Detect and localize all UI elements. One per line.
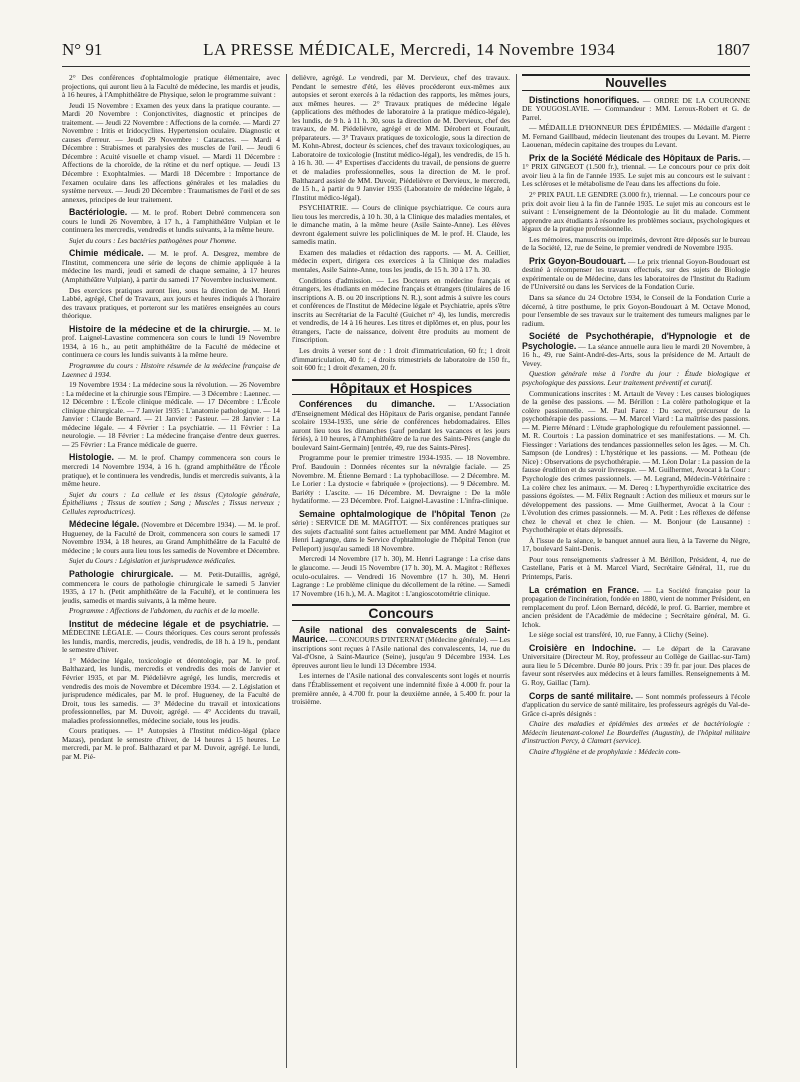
article-text: delièvre, agrégé. Le vendredi, par M. Dervieux, chef des travaux. Pendant le semestre d'été, les élèves procéderont eux-mêmes aux autopsies et seront exercés à la rédaction des rapports, les mêmes jours, aux mêmes heures. — 2° Travaux pratiques de médecine légale (applications des méthodes de laboratoire à la pratique médico-légale), les lundis, de 9 h. à 11 h. 30, sous la direction de M. Dervieux, chef des travaux, de M. Piédelièvre, agrégé et de MM. Dérobert et Fourault, préparateurs. — 3° Travaux pratiques de toxicologie, sous la direction de M. Kohn-Abrest, docteur ès sciences, chef des travaux toxicologiques, au Laboratoire de toxicologie (Institut médico-légal), les vendredis, de 15 h. à 16 h. 30. — 4° Expertises d'accidents du travail, de pensions de guerre et de maladies professionnelles, sous la direction de M. le prof. Balthazard assisté de MM. Duvoir, Piédelièvre et Dervieux, le mercredi, de 15 h., à partir du 9 Janvier 1935 (Laboratoire de médecine légale, à l'Institut médico-légal). xyxy=(292,74,510,202)
heading: Croisière en Indochine. xyxy=(529,642,636,653)
section-title-concours: Concours xyxy=(292,604,510,621)
heading: Distinctions honorifiques. xyxy=(529,94,640,105)
article-prix-goyon: Prix Goyon-Boudouart. — Le prix triennal Goyon-Boudouart est destiné à récompenser les travaux effectués, sur des sujets de Biologie expérimentale ou de Médecine, dans les laboratoires de l'Institut du Radium de l'Université ou dans les Services de la Fondation Curie. xyxy=(522,255,750,292)
article-chimie: Chimie médicale. — M. le prof. A. Desgrez, membre de l'Institut, commencera une série de leçons de chimie appliquée à la médecine les mardi, jeudi et samedi de chaque semaine, à 17 heures (Amphithéâtre Vulpian), à partir du samedi 17 Novembre inclusivement. xyxy=(62,248,280,285)
ophtalmo-list: Jeudi 15 Novembre : Examen des yeux dans la pratique courante. — Mardi 20 Novembre : Conjonctivites, diagnostic et principes de traitement. — Jeudi 22 Novembre : Affections de la cornée. — Mardi 27 Novembre : Iritis et Iridocyclites. Hypertension oculaire. Diagnostic et causes d'erreur. — Jeudi 29 Novembre : Cataractes. — Mardi 4 Décembre : Strabismes et paralysies des muscles de l'œil. — Jeudi 6 Décembre : Acuité visuelle et champ visuel. — Mardi 11 Décembre : Affections de la choroïde, de la rétine et du nerf optique. — Jeudi 13 Décembre : Exophtalmies. — Mardi 18 Décembre : Importance de l'examen oculaire dans les affections générales et les maladies du système nerveux. — Jeudi 20 Décembre : Traumatismes de l'œil et de ses annexes, principes de leur traitement. xyxy=(62,100,280,204)
ophtalmo-intro: 2° Des conférences d'ophtalmologie pratique élémentaire, avec projections, qui auront lieu à la Faculté de médecine, les mardis et jeudis, à 16 heures, à l'Amphithéâtre de Physique, selon le programme suivant : xyxy=(62,74,280,100)
article-text: Examen des maladies et rédaction des rapports. — M. A. Ceillier, médecin expert, dirigera ces exercices à la Clinique des maladies mentales, Asile Sainte-Anne, tous les jeudis, de 15 h. 30 à 17 h. 30. xyxy=(292,247,510,275)
heading: Semaine ophtalmologique de l'hôpital Tenon xyxy=(299,508,496,519)
article-text: À l'issue de la séance, le banquet annuel aura lieu, à la Taverne du Nègre, 17, boulevard Saint-Denis. xyxy=(522,535,750,554)
article-text: Le siège social est transféré, 10, rue Fanny, à Clichy (Seine). xyxy=(529,630,709,640)
article-corps-sante: Corps de santé militaire. — Sont nommés professeurs à l'école d'application du service de santé militaire, les professeurs agrégés du Val-de-Grâce ci-après désignés : xyxy=(522,690,750,718)
heading: Prix de la Société Médicale des Hôpitaux de Paris. xyxy=(529,152,741,163)
article-distinctions: Distinctions honorifiques. — ORDRE DE LA COURONNE DE YOUGOSLAVIE. — Commandeur : MM. Leroux-Robert et G. de Parrel. xyxy=(522,94,750,122)
heading: Prix Goyon-Boudouart. xyxy=(529,255,626,266)
article-text: Chaire d'hygiène et de prophylaxie : Médecin com- xyxy=(529,746,681,756)
article-histoire: Histoire de la médecine et de la chirurgie. — M. le prof. Laignel-Lavastine commencera son cours le lundi 19 Novembre 1934, à 16 h., au petit amphithéâtre de la Faculté de médecine et continuera ce cours les lundis suivants à la même heure. xyxy=(62,323,280,360)
heading: Société de Psychothérapie, d'Hypnologie et de Psychologie. xyxy=(522,331,750,351)
column-1 xyxy=(62,74,280,1068)
article-text: Programme du cours : Histoire résumée de la médecine française de Laennec à 1934. xyxy=(62,360,280,379)
column-2 xyxy=(292,74,510,1068)
article-text: Sujet du cours : La cellule et les tissus (Cytologie générale, Épithéliums ; Tissus de soutien ; Sang ; Muscles ; Tissus nerveux ; Cellules reproductrices). xyxy=(62,489,280,516)
article-text: Communications inscrites : M. Artault de Vevey : Les causes biologiques de la genèse des passions. — M. Bérillon : La colère pathologique et la colère passionnelle. — M. Paul Farez : Du secret, précurseur de la psychothérapie des passions. — M. Marcel Viard : La maîtrise des passions. — M. Pierre Ménard : L'étude graphologique du refoulement passionnel. — M. R. Courtois : La passion dominatrice et ses manifestations. — M. Ch. Fiessinger : Variations des tendances passionnelles selon les âges. — M. Ch. Sampson (de Londres) : L'hystérique et les passions. — M. Potheau (de Nice) : Observations de psychothérapie. — M. Léon Dolar : La passion de la fausse érudition et du savoir livresque. — M. Guilhermet, Avocat à la Cour : Psychologie des crimes passionnels. — M. Legrand, Médecin-Vétérinaire : La colère chez les animaux. — M. Dereq : L'hyperthyroïdie excitatrice des passions égoïstes. — M. Félix Regnault : Action des milieux et mœurs sur le développement des passions. — Mme Guilhermet, Avocat à la Cour : L'évolution des crimes passionnels. — M. A. Petit : Les réflexes de défense chez le cheval et chez le chien. — M. Bonjour (de Lausanne) : Psychothérapie et états dépressifs. xyxy=(522,388,750,535)
article-text: Programme pour le premier trimestre 1934-1935. — 18 Novembre. Prof. Baudouin : Données récentes sur la névralgie faciale. — 25 Novembre. M. Étienne Bernard : La typhobacillose. — 2 Décembre. M. Le Lorier : La dystocie « fabriquée » (projections). — 9 Décembre. M. Bariéty : L'ascite. — 16 Décembre. M. Devraigne : De la môle hydatiforme. — 23 Décembre. Prof. Laignel-Lavastine : L'infra-clinique. xyxy=(292,453,510,506)
heading: Histologie. xyxy=(69,452,114,463)
article-asile: Asile national des convalescents de Saint-Maurice. — CONCOURS D'INTERNAT (Médecine générale). — Les inscriptions sont reçues à l'Asile national des convalescents, 14, rue du Val-d'Osne, à Saint-Maurice (Seine), jusqu'au 9 Décembre 1934. Les épreuves auront lieu le lundi 13 Décembre 1934. xyxy=(292,624,510,670)
article-text: Des exercices pratiques auront lieu, sous la direction de M. Henri Labbé, agrégé, Chef de Travaux, aux jours et heures indiqués à l'horaire des travaux pratiques, et porteront sur les matières enseignées au cours théorique. xyxy=(62,285,280,321)
article-histologie: Histologie. — M. le prof. Champy commencera son cours le mercredi 14 Novembre 1934, à 16 h. (grand amphithéâtre de l'École pratique), et le continuera les vendredis, lundis et mercredis suivants, à la même heure. xyxy=(62,452,280,489)
article-conferences: Conférences du dimanche. — L'Association d'Enseignement Médical des Hôpitaux de Paris organise, pendant l'année scolaire 1934-1935, une série de conférences hebdomadaires. Elles auront lieu tous les dimanches (sauf pendant les vacances et les jours fériés), à 10 heures, à l'Amphithéâtre de la rue des Saints-Pères (angle du boulevard Saint-Germain) [entrée, 49, rue des Saints-Pères]. xyxy=(292,399,510,452)
article-institut: Institut de médecine légale et de psychiatrie. — MÉDECINE LÉGALE. — Cours théoriques. Ces cours seront professés les lundis, mardis, mercredis, jeudis, vendredis, de 18 h. à 19 h., pendant le semestre d'hiver. xyxy=(62,618,280,655)
article-psychotherapie: Société de Psychothérapie, d'Hypnologie et de Psychologie. — La séance annuelle aura lieu le mardi 20 Novembre, à 16 h., 49, rue Saint-André-des-Arts, sous la présidence de M. Artault de Vevey. xyxy=(522,331,750,368)
article-text: Question générale mise à l'ordre du jour : Étude biologique et psychologique des passions. Leur traitement préventif et curatif. xyxy=(522,369,750,387)
heading: Pathologie chirurgicale. xyxy=(69,568,174,579)
column-divider xyxy=(286,74,287,1068)
article-text: Sujet du cours : Les bactéries pathogènes pour l'homme. xyxy=(69,235,237,245)
column-divider xyxy=(516,74,517,1068)
header-rule xyxy=(62,66,750,67)
article-text: Les mémoires, manuscrits ou imprimés, devront être déposés sur le bureau de la Société, 12, rue de Seine, le premier vendredi de Novembre 1935. xyxy=(522,234,750,253)
page-number: 1807 xyxy=(716,40,750,59)
section-title-nouvelles: Nouvelles xyxy=(522,74,750,91)
heading: Chimie médicale. xyxy=(69,248,144,259)
heading: Bactériologie. xyxy=(69,207,128,218)
article-text: Pour tous renseignements s'adresser à M. Bérillon, Président, 4, rue de Castellane, Paris et à M. Marcel Viard, Secrétaire Général, 11, rue du Printemps, Paris. xyxy=(522,554,750,581)
article-text: Mercredi 14 Novembre (17 h. 30), M. Henri Lagrange : La crise dans le glaucome. — Jeudi 15 Novembre (17 h. 30), M. A. Magitot : Réflexes oculo-oculaires. — Vendredi 16 Novembre (17 h. 30), M. Henri Lagrange : Le problème clinique du décollement de la rétine. — Samedi 17 Novembre (16 h.), M. A. Magitot : L'angioscotométrie clinique. xyxy=(292,554,510,598)
heading: Conférences du dimanche. xyxy=(299,399,435,410)
article-text: Chaire des maladies et épidémies des armées et de bactériologie : Médecin lieutenant-colonel Le Bourdelles (Augustin), de l'hôpital militaire d'instruction Percy, à Clamart (service). xyxy=(522,719,750,746)
article-text: — MÉDAILLE D'HONNEUR DES ÉPIDÉMIES. — Médaille d'argent : M. Fernand Gaillbaud, médecin lieutenant des troupes du Levant. M. Pierre Laouenan, médecin capitaine des troupes du Levant. xyxy=(522,123,750,150)
article-prix-societe: Prix de la Société Médicale des Hôpitaux de Paris. — 1° PRIX GINGEOT (1.500 fr.), triennal. — Le concours pour ce prix doit avoir lieu à la fin de l'année 1935. Le sujet mis au concours est le suivant : Les scléroses et le métabolisme de l'eau dans les affections du foie. xyxy=(522,152,750,189)
article-text: Cours pratiques. — 1° Autopsies à l'Institut médico-légal (place Mazas), pendant le semestre d'hiver, de 14 heures à 15 heures. Le mercredi, par M. le prof. Balthazard et par M. Duvoir, agrégé. Le lundi, par M. Pié- xyxy=(62,726,280,761)
issue-number: N° 91 xyxy=(62,40,103,59)
page-header xyxy=(62,40,750,66)
article-text: PSYCHIATRIE. — Cours de clinique psychiatrique. Ce cours aura lieu tous les mercredis, à 10 h. 30, à la Clinique des maladies mentales, et le dimanche matin, à la même heure (Asile Sainte-Anne). Les élèves devront également suivre les policliniques de M. le prof. H. Claude, les samedis matin. xyxy=(292,203,510,247)
article-medecine-legale: Médecine légale. (Novembre et Décembre 1934). — M. le prof. Hugueney, de la Faculté de Droit, commencera son cours le samedi 17 Novembre 1934, à 18 heures, au Grand Amphithéâtre de la Faculté de médecine ; le cours aura lieu tous les samedis de Novembre et Décembre. xyxy=(62,519,280,555)
section-title-hopitaux: Hôpitaux et Hospices xyxy=(292,379,510,396)
article-pathologie: Pathologie chirurgicale. — M. Petit-Dutaillis, agrégé, commencera le cours de pathologie chirurgicale le samedi 5 Janvier 1935, à 17 h. (Petit amphithéâtre de la Faculté), et le continuera les jeudis, samedis et mardis suivants, à la même heure. xyxy=(62,568,280,605)
heading: Institut de médecine légale et de psychiatrie. xyxy=(69,618,269,629)
article-text: 19 Novembre 1934 : La médecine sous la révolution. — 26 Novembre : La médecine et la chirurgie sous l'Empire. — 3 Décembre : Laennec. — 12 Décembre : L'École clinique médicale. — 17 Décembre : L'École clinique chirurgicale. — 7 Janvier 1935 : L'anatomie pathologique. — 14 Janvier : Claude Bernard. — 21 Janvier : Pasteur. — 28 Janvier : La médecine légale. — 4 Février : La psychiatrie. — 11 Février : La neurologie. — 18 Février : La médecine française d'entre deux guerres. — 25 Février : La France médicale de guerre. xyxy=(62,380,280,449)
heading: Asile national des convalescents de Saint-Maurice. xyxy=(292,624,510,645)
article-text: 2° PRIX PAUL LE GENDRE (3.000 fr.), triennal. — Le concours pour ce prix doit avoir lieu à la fin de l'année 1935. Le sujet mis au concours est le suivant : L'enseignement de la Déontologie au lit du malade. Comment apprendre aux étudiants à résoudre les problèmes sociaux, psychologiques et légaux de la pratique professionnelle. xyxy=(522,190,750,234)
heading: Médecine légale. xyxy=(69,519,140,530)
article-bacteriologie: Bactériologie. — M. le prof. Robert Debré commencera son cours le lundi 26 Novembre, à 17 h., à l'amphithéâtre Vulpian et le continuera les mercredis, vendredis et lundis suivants, à la même heure. xyxy=(62,207,280,235)
newspaper-title: LA PRESSE MÉDICALE, Mercredi, 14 Novembre 1934 xyxy=(203,40,616,59)
article-croisiere: Croisière en Indochine. — Le départ de la Caravane Universitaire (Directeur M. Roy, professeur au Collège de Gaillac-sur-Tarn) aura lieu le 5 Décembre. Durée 80 jours. Prix : 39 fr. par jour. Des places de faveur sont réservées aux médecins et à leurs familles. Renseignements à M. G. Roy, Gaillac (Tarn). xyxy=(522,642,750,687)
article-text: Programme : Affections de l'abdomen, du rachis et de la moelle. xyxy=(69,606,260,616)
heading: Histoire de la médecine et de la chirurgie. xyxy=(69,323,251,334)
article-text: Dans sa séance du 24 Octobre 1934, le Conseil de la Fondation Curie a décerné, à titre posthume, le prix Goyon-Boudouart à M. Octave Monod, pour l'ensemble de ses travaux sur le traitement des tumeurs malignes par le radium. xyxy=(522,293,750,328)
column-3 xyxy=(522,74,750,1068)
article-text: Les droits à verser sont de : 1 droit d'immatriculation, 60 fr.; 1 droit d'immatriculation, 40 fr. ; 4 droits trimestriels de laboratoire de 150 fr., soit 600 fr.; 1 droit d'examen, 20 fr. xyxy=(292,345,510,373)
heading: La crémation en France. xyxy=(529,584,639,595)
article-text: Les internes de l'Asile national des convalescents sont logés et nourris dans l'Établissement et reçoivent une indemnité fixée à 4.000 fr. pour la première année, à 4.700 fr. pour la deuxième année, à 5.400 fr. pour la troisième. xyxy=(292,671,510,707)
article-text: 1° Médecine légale, toxicologie et déontologie, par M. le prof. Balthazard, les lundis, mercredis et vendredis des mois de Janvier et Février 1935, et par M. Piédelièvre agrégé, les lundis, mercredis et vendredis des mois de Novembre et Décembre 1934. — 2. Législation et jurisprudence médicales, par M. le prof. Hugueney, de la Faculté de Droit, tous les samedis. — 3° Médecine du travail et intoxications professionnelles, par M. Duvoir, agrégé. — 4° Accidents du travail, maladies professionnelles, médecine sociale, tous les jeudis. xyxy=(62,655,280,725)
article-text: Conditions d'admission. — Les Docteurs en médecine français et étrangers, les étudiants en médecine français et étrangers (titulaires de 16 inscriptions A. B. ou 20 inscriptions N. R.), sont admis à suivre les cours et conférences de l'Institut de Médecine légale et Psychiatrie, après s'être inscrits au Secrétariat de la Faculté (Guichet n° 4), les lundis, mercredis et vendredis, de 14 à 16 heures. Les titres et diplômes et, en plus, pour les étrangers, l'acte de naissance, doivent être produits au moment de l'inscription. xyxy=(292,275,510,345)
heading: Corps de santé militaire. xyxy=(529,690,634,701)
article-semaine: Semaine ophtalmologique de l'hôpital Tenon (2e série) : SERVICE DE M. MAGITOT. — Six conférences pratiques sur des sujets d'actualité sont faites actuellement par MM. André Magitot et Henri Lagrange, dans le Service d'ophtalmologie de l'hôpital Tenon (rue Pelleport) jusqu'au samedi 18 Novembre. xyxy=(292,508,510,553)
article-cremation: La crémation en France. — La Société française pour la propagation de l'incinération, fondée en 1880, vient de nommer Président, en remplacement du prof. Léon Bernard, décédé, le prof. G. Barrier, membre et ancien président de l'Académie de médecine ; Secrétaire général, M. G. Ichok. xyxy=(522,584,750,629)
article-text: Sujet du Cours : Législation et jurisprudence médicales. xyxy=(69,556,236,566)
